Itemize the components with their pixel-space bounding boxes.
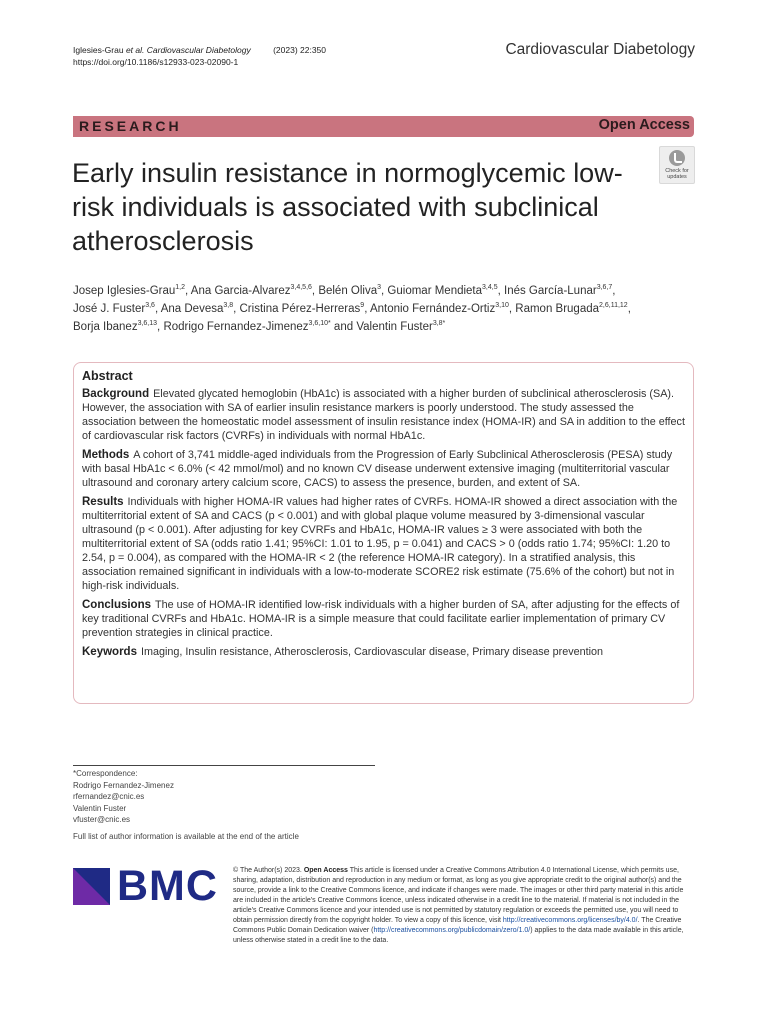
- author-name: Valentin Fuster: [356, 321, 433, 333]
- license-link-cc-by[interactable]: http://creativecommons.org/licenses/by/4.0/: [502, 917, 638, 924]
- section-label: Background: [82, 388, 150, 400]
- author-name: Ramon Brugada: [515, 303, 600, 315]
- author-name: Ana Garcia-Alvarez: [190, 285, 291, 297]
- author-affiliation: 3,4,5: [482, 284, 498, 292]
- author-name: José J. Fuster: [73, 303, 146, 315]
- footnote-divider: [73, 765, 375, 766]
- correspondence-name: Valentin Fuster: [73, 803, 127, 813]
- section-text: Imaging, Insulin resistance, Atherosclerosis, Cardiovascular disease, Primary disease prevention: [140, 646, 604, 658]
- license-open-access: Open Access: [303, 867, 348, 874]
- abstract-box: [73, 362, 694, 704]
- author-affiliation: 3,10: [495, 302, 509, 310]
- citation-etal: et al.: [125, 45, 145, 55]
- abstract-background: [82, 387, 689, 443]
- abstract-results: [82, 495, 689, 593]
- section-text: A cohort of 3,741 middle-aged individuals from the Progression of Early Subclinical Atherosclerosis (PESA) study with basal HbA1c < 6.0% (< 42 mmol/mol) and no known CV disease underwent extensive imaging (multiterritorial vascular ultrasound and coronary artery calcium score, CACS) to assess the presence, burden, and extent of SA.: [82, 449, 673, 489]
- author-name: Guiomar Mendieta: [387, 285, 483, 297]
- license-link-cc-zero[interactable]: http://creativecommons.org/publicdomain/zero/1.0/: [373, 927, 531, 934]
- article-type-banner: [73, 116, 694, 137]
- correspondence-email[interactable]: vfuster@cnic.es: [73, 815, 131, 824]
- license-body: ) applies to the data made available in this article, unless otherwise stated in a credit line to the data.: [233, 927, 684, 944]
- author-name: Ana Devesa: [160, 303, 224, 315]
- citation-journal: Cardiovascular Diabetology: [146, 45, 251, 55]
- check-for-updates-icon: [669, 150, 685, 166]
- correspondence-label: *Correspondence:: [73, 769, 138, 778]
- author-affiliation: 9: [360, 302, 365, 310]
- check-for-updates-text: Check for updates: [665, 168, 689, 180]
- author-name: Antonio Fernández-Ortiz: [369, 303, 496, 315]
- correspondence-email[interactable]: rfernandez@cnic.es: [73, 792, 145, 801]
- running-citation: [73, 45, 326, 56]
- journal-name: Cardiovascular Diabetology: [505, 41, 695, 58]
- author-affiliation: 3,6,13: [137, 320, 158, 328]
- section-text: The use of HOMA-IR identified low-risk individuals with a higher burden of SA, after adjusting for the effects of key traditional CVRFs and HbA1c. HOMA-IR is a simple measure that could facilitate earlier implementation of primary CV prevention strategies in clinical practice.: [82, 599, 680, 639]
- author-affiliation: 3: [377, 284, 382, 292]
- author-affiliation: 1,2: [175, 284, 186, 292]
- bmc-logo-text: BMC: [117, 862, 218, 910]
- author-name: Rodrigo Fernandez-Jimenez: [163, 321, 309, 333]
- correspondence-block: [73, 768, 174, 826]
- author-info-note: Full list of author information is available at the end of the article: [73, 832, 299, 841]
- author-name: Belén Oliva: [318, 285, 378, 297]
- bmc-logo: [73, 862, 218, 910]
- section-label: Methods: [82, 449, 130, 461]
- license-copyright: © The Author(s) 2023.: [233, 867, 302, 874]
- section-label: Keywords: [82, 646, 137, 658]
- bmc-logo-triangle-icon: [73, 868, 110, 905]
- author-affiliation: 3,8: [223, 302, 234, 310]
- citation-authors: Iglesies-Grau: [73, 45, 124, 55]
- author-line: Josep Iglesies-Grau$^{1,2}$, Ana Garcia-Alvarez$^{3,4,5,6}$, Belén Oliva$^3$, Guiomar Mendieta$^{3,4,5}$, Inés García-Lunar$^{3,6,7}$,: [73, 284, 616, 297]
- article-type-label: RESEARCH: [79, 118, 182, 134]
- author-affiliation: 3,4,5,6: [290, 284, 312, 292]
- author-line: José J. Fuster$^{3,6}$, Ana Devesa$^{3,8}$, Cristina Pérez-Herreras$^9$, Antonio Fernández-Ortiz$^{3,10}$, Ramon Brugada$^{2,6,11,12}$,: [73, 302, 631, 315]
- author-affiliation: 3,8*: [432, 320, 446, 328]
- license-body: . The Creative Commons Public Domain Dedication waiver (: [233, 917, 682, 934]
- author-name: Cristina Pérez-Herreras: [239, 303, 361, 315]
- section-label: Results: [82, 496, 124, 508]
- section-label: Conclusions: [82, 599, 152, 611]
- author-affiliation: 3,6,10*: [308, 320, 331, 328]
- author-affiliation: 3,6,7: [596, 284, 613, 292]
- author-line: Borja Ibanez$^{3,6,13}$, Rodrigo Fernandez-Jimenez$^{3,6,10*}$ and Valentin Fuster$^{3,8*}$: [73, 320, 446, 333]
- open-access-label: Open Access: [598, 117, 690, 133]
- section-text: Elevated glycated hemoglobin (HbA1c) is associated with a higher burden of subclinical atherosclerosis (SA). However, the association with SA of earlier insulin resistance markers is poorly understood. The study assessed the association between the homeostatic model assessment of insulin resistance index (HOMA-IR) and SA in addition to the effect of cardiovascular risk factors (CVRFs) in individuals with normal HbA1c.: [82, 388, 685, 442]
- abstract-conclusions: [82, 598, 689, 640]
- abstract-keywords: [82, 645, 689, 659]
- correspondence-name: Rodrigo Fernandez-Jimenez: [73, 780, 174, 790]
- section-text: Individuals with higher HOMA-IR values had higher rates of CVRFs. HOMA-IR showed a direct association with the multiterritorial extent of SA and CACS (p < 0.001) and with global plaque volume measured by 3-dimensional vascular ultrasound (p < 0.001). After adjusting for key CVRFs and HbA1c, HOMA-IR values ≥ 3 were associated with both the multiterritorial extent of SA (odds ratio 1.41; 95%CI: 1.01 to 1.95, p = 0.041) and CACS > 0 (odds ratio 1.74; 95%CI: 1.20 to 2.54, p = 0.004), as compared with the HOMA-IR < 2 (the reference HOMA-IR category). In a stratified analysis, this association remained significant in individuals with a low-to-moderate SCORE2 risk estimate (75.6% of the cohort) but not in high-risk individuals.: [82, 496, 678, 592]
- abstract-heading: Abstract: [82, 369, 133, 383]
- abstract-methods: [82, 448, 689, 490]
- author-list: [73, 282, 695, 336]
- citation-year: (2023) 22:350: [273, 45, 327, 55]
- article-title: Early insulin resistance in normoglycemic low-risk individuals is associated with subclinical atherosclerosis: [72, 158, 623, 256]
- author-name: Inés García-Lunar: [504, 285, 597, 297]
- license-body: This article is licensed under a Creative Commons Attribution 4.0 International License, which permits use, sharing, adaptation, distribution and reproduction in any medium or format, as long as you give appropriate credit to the original author(s) and the source, provide a link to the Creative Commons licence, and indicate if changes were made. The images or other third party material in this article are included in the article's Creative Commons licence, unless indicated otherwise in a credit line to the material. If material is not included in the article's Creative Commons licence and your intended use is not permitted by statutory regulation or exceeds the permitted use, you will need to obtain permission directly from the copyright holder. To view a copy of this licence, visit: [233, 867, 684, 924]
- author-name: Josep Iglesies-Grau: [73, 285, 176, 297]
- author-affiliation: 2,6,11,12: [599, 302, 628, 310]
- doi-link[interactable]: https://doi.org/10.1186/s12933-023-02090-1: [73, 57, 239, 67]
- check-for-updates-button[interactable]: [659, 146, 695, 184]
- license-statement: [233, 866, 695, 946]
- author-name: Borja Ibanez: [73, 321, 138, 333]
- author-affiliation: 3,6: [145, 302, 155, 310]
